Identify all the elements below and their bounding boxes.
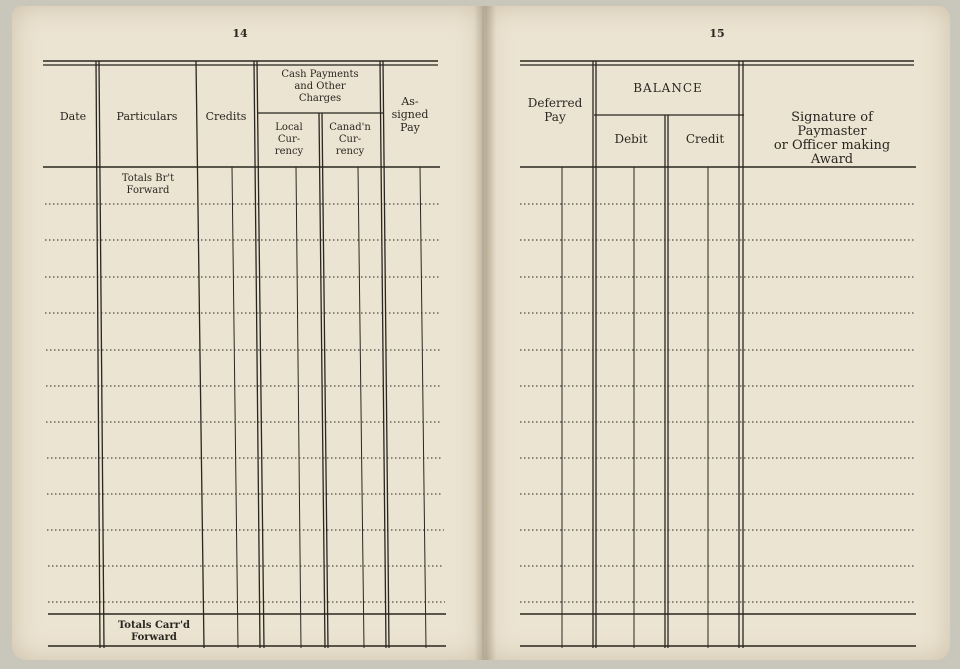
- header-particulars: Particulars: [116, 110, 178, 123]
- totals-carried-forward: Totals Carr'd Forward: [117, 620, 191, 643]
- header-deferred-pay: Deferred Pay: [527, 96, 583, 124]
- header-canadian-currency: Canad'n Cur- rency: [329, 122, 371, 157]
- header-assigned-pay: As- signed Pay: [391, 95, 429, 134]
- header-debit: Debit: [614, 132, 648, 146]
- header-date: Date: [59, 110, 87, 123]
- header-local-currency: Local Cur- rency: [274, 122, 304, 157]
- header-credits: Credits: [205, 110, 247, 123]
- right-dotted-rows: [520, 204, 914, 602]
- page-number-left: 14: [232, 27, 248, 40]
- page-number-right: 15: [709, 27, 725, 40]
- header-signature: Signature of Paymaster or Officer making Award: [773, 110, 891, 167]
- header-cash-payments: Cash Payments and Other Charges: [281, 69, 359, 104]
- header-credit: Credit: [685, 132, 725, 146]
- header-balance: BALANCE: [633, 81, 703, 95]
- totals-brought-forward: Totals Br't Forward: [121, 173, 175, 196]
